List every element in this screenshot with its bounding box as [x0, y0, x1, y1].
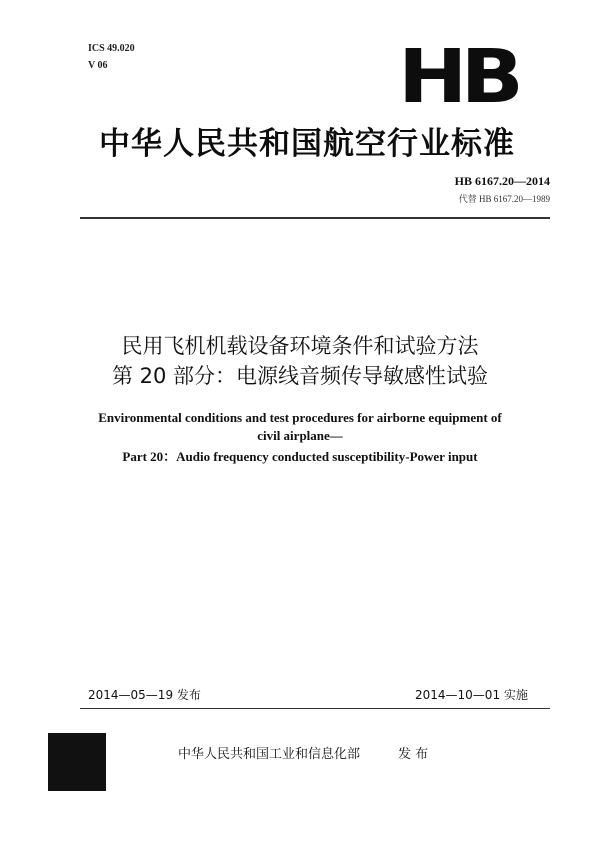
issuer: 中华人民共和国工业和信息化部 — [178, 747, 361, 762]
standard-name: 中华人民共和国航空行业标准 — [99, 126, 515, 162]
title-en-line1: Environmental conditions and test procedures for airborne equipment of — [98, 410, 502, 425]
issuer-verb: 发 布 — [398, 747, 429, 762]
bottom-divider — [80, 708, 550, 709]
replaces-standard: 代替 HB 6167.20—1989 — [458, 194, 550, 204]
top-divider — [80, 217, 550, 219]
black-square-mark — [48, 733, 106, 791]
hb-logo: HB — [398, 34, 518, 120]
standard-number: HB 6167.20—2014 — [454, 174, 550, 188]
title-en-line2: civil airplane— — [257, 428, 343, 443]
title-cn-line1: 民用飞机机载设备环境条件和试验方法 — [121, 334, 479, 358]
title-en-line3: Part 20：Audio frequency conducted susceptibility-Power input — [122, 449, 478, 464]
title-cn-line2: 第 20 部分：电源线音频传导敏感性试验 — [111, 364, 489, 388]
classification-code: V 06 — [88, 60, 108, 71]
issue-date: 2014—05—19 发布 — [88, 688, 201, 702]
implementation-date: 2014—10—01 实施 — [415, 688, 528, 702]
ics-code: ICS 49.020 — [88, 43, 135, 54]
